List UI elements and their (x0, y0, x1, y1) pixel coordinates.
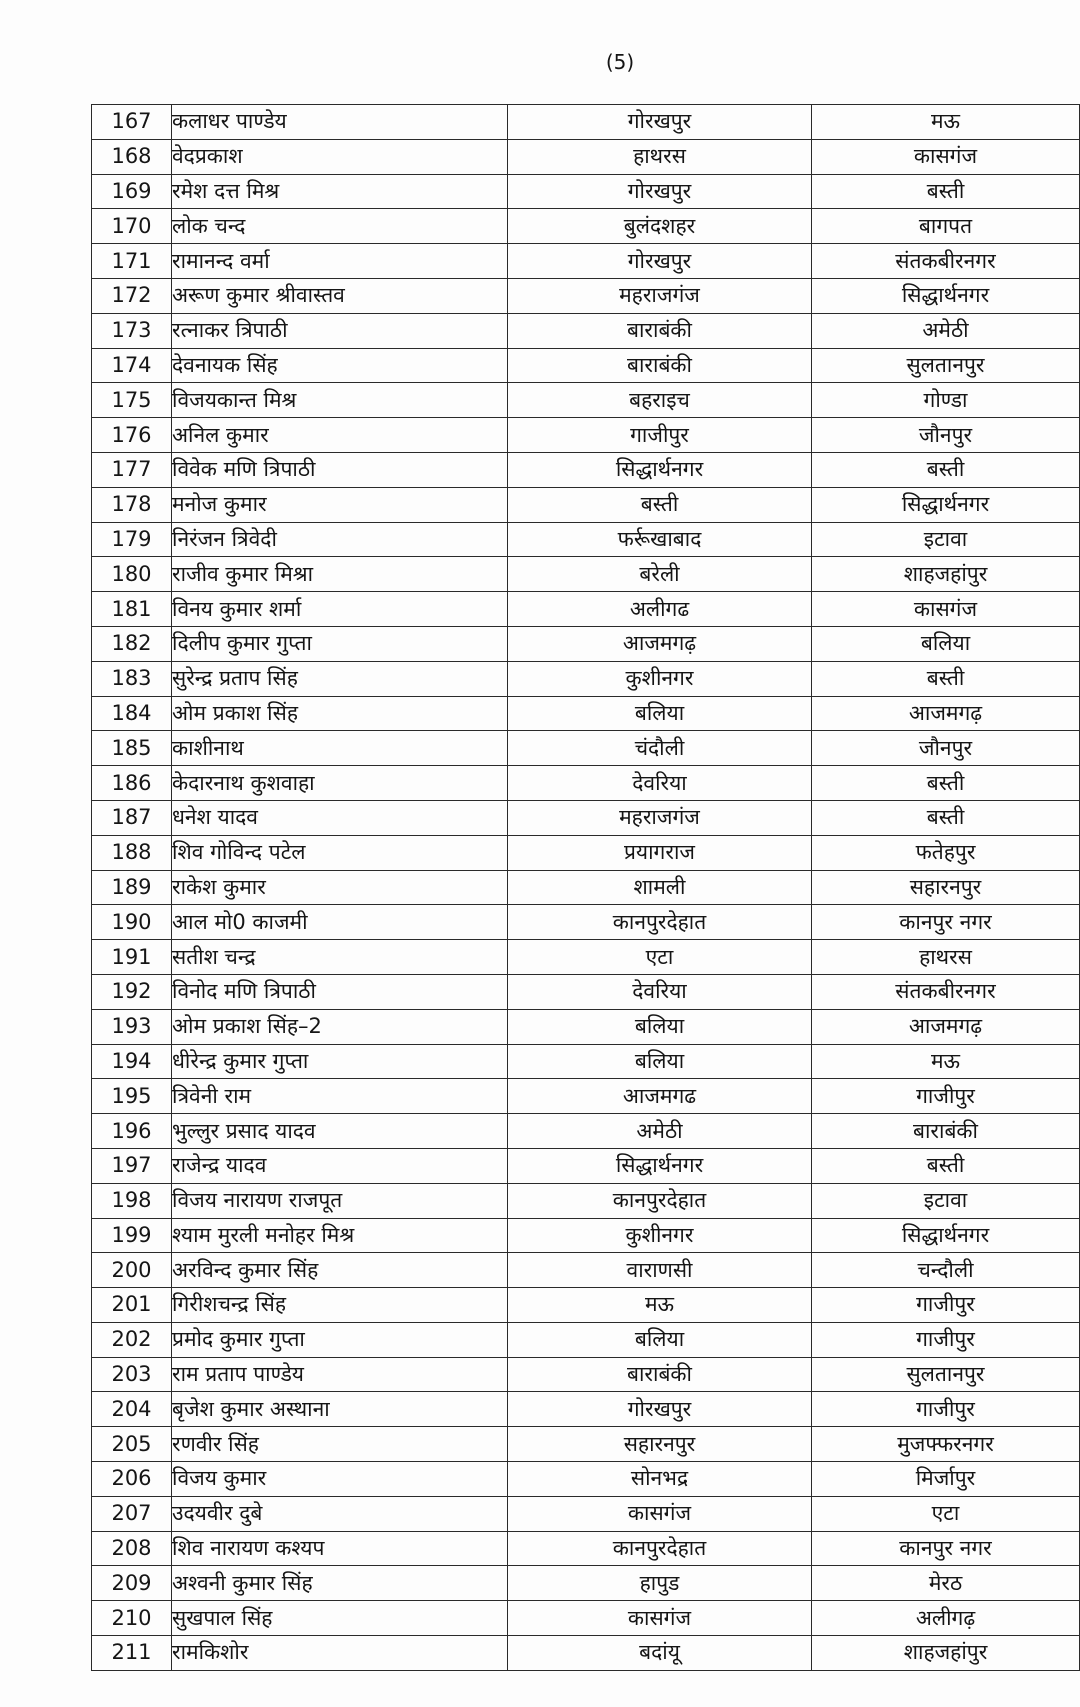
table-row (92, 1566, 1080, 1601)
from-district-cell: कानपुरदेहात (508, 905, 812, 940)
table-row (92, 1427, 1080, 1462)
officer-name-cell: सुरेन्द्र प्रताप सिंह (172, 661, 508, 696)
officer-name-cell: दिलीप कुमार गुप्ता (172, 626, 508, 661)
table-row (92, 1496, 1080, 1531)
to-district-cell: कानपुर नगर (812, 1531, 1080, 1566)
from-district-cell: बलिया (508, 1044, 812, 1079)
serial-number-cell: 203 (92, 1357, 172, 1392)
from-district-cell: आजमगढ़ (508, 626, 812, 661)
to-district-cell: बस्ती (812, 766, 1080, 801)
to-district-cell: गाजीपुर (812, 1288, 1080, 1323)
from-district-cell: गाजीपुर (508, 418, 812, 453)
to-district-cell: अलीगढ़ (812, 1601, 1080, 1636)
serial-number-cell: 189 (92, 870, 172, 905)
to-district-cell: आजमगढ़ (812, 1009, 1080, 1044)
to-district-cell: गाजीपुर (812, 1392, 1080, 1427)
officer-name-cell: भुल्लुर प्रसाद यादव (172, 1114, 508, 1149)
officer-name-cell: उदयवीर दुबे (172, 1496, 508, 1531)
from-district-cell: कुशीनगर (508, 661, 812, 696)
table-row (92, 1183, 1080, 1218)
table-row (92, 487, 1080, 522)
officer-name-cell: लोक चन्द (172, 209, 508, 244)
serial-number-cell: 198 (92, 1183, 172, 1218)
table-row (92, 522, 1080, 557)
from-district-cell: अमेठी (508, 1114, 812, 1149)
table-row (92, 557, 1080, 592)
from-district-cell: बाराबंकी (508, 313, 812, 348)
from-district-cell: बलिया (508, 696, 812, 731)
to-district-cell: बाराबंकी (812, 1114, 1080, 1149)
from-district-cell: सिद्धार्थनगर (508, 452, 812, 487)
to-district-cell: इटावा (812, 522, 1080, 557)
from-district-cell: देवरिया (508, 766, 812, 801)
serial-number-cell: 190 (92, 905, 172, 940)
from-district-cell: कासगंज (508, 1496, 812, 1531)
serial-number-cell: 175 (92, 383, 172, 418)
table-row (92, 244, 1080, 279)
from-district-cell: कानपुरदेहात (508, 1531, 812, 1566)
serial-number-cell: 204 (92, 1392, 172, 1427)
table-row (92, 766, 1080, 801)
to-district-cell: गाजीपुर (812, 1322, 1080, 1357)
to-district-cell: जौनपुर (812, 418, 1080, 453)
from-district-cell: कासगंज (508, 1601, 812, 1636)
page-number: (5) (605, 50, 635, 74)
from-district-cell: देवरिया (508, 974, 812, 1009)
serial-number-cell: 177 (92, 452, 172, 487)
officer-name-cell: अरूण कुमार श्रीवास्तव (172, 278, 508, 313)
serial-number-cell: 172 (92, 278, 172, 313)
table-row (92, 452, 1080, 487)
serial-number-cell: 186 (92, 766, 172, 801)
to-district-cell: मेरठ (812, 1566, 1080, 1601)
officer-name-cell: केदारनाथ कुशवाहा (172, 766, 508, 801)
serial-number-cell: 170 (92, 209, 172, 244)
to-district-cell: सिद्धार्थनगर (812, 1218, 1080, 1253)
officer-name-cell: विजय कुमार (172, 1462, 508, 1497)
officer-name-cell: ओम प्रकाश सिंह–2 (172, 1009, 508, 1044)
officer-name-cell: देवनायक सिंह (172, 348, 508, 383)
serial-number-cell: 179 (92, 522, 172, 557)
serial-number-cell: 205 (92, 1427, 172, 1462)
to-district-cell: कासगंज (812, 592, 1080, 627)
officer-name-cell: रणवीर सिंह (172, 1427, 508, 1462)
serial-number-cell: 183 (92, 661, 172, 696)
table-row (92, 800, 1080, 835)
from-district-cell: गोरखपुर (508, 174, 812, 209)
to-district-cell: सहारनपुर (812, 870, 1080, 905)
table-row (92, 1079, 1080, 1114)
officer-name-cell: धनेश यादव (172, 800, 508, 835)
table-row (92, 1531, 1080, 1566)
officer-name-cell: मनोज कुमार (172, 487, 508, 522)
from-district-cell: बलिया (508, 1322, 812, 1357)
to-district-cell: बलिया (812, 626, 1080, 661)
from-district-cell: मऊ (508, 1288, 812, 1323)
to-district-cell: अमेठी (812, 313, 1080, 348)
officer-name-cell: रामकिशोर (172, 1636, 508, 1671)
to-district-cell: बस्ती (812, 661, 1080, 696)
serial-number-cell: 184 (92, 696, 172, 731)
table-row (92, 661, 1080, 696)
to-district-cell: मिर्जापुर (812, 1462, 1080, 1497)
officer-name-cell: अरविन्द कुमार सिंह (172, 1253, 508, 1288)
table-row (92, 870, 1080, 905)
officer-name-cell: सुखपाल सिंह (172, 1601, 508, 1636)
serial-number-cell: 202 (92, 1322, 172, 1357)
table-row (92, 974, 1080, 1009)
serial-number-cell: 180 (92, 557, 172, 592)
table-row (92, 1218, 1080, 1253)
table-row (92, 731, 1080, 766)
to-district-cell: सुलतानपुर (812, 1357, 1080, 1392)
to-district-cell: बस्ती (812, 1148, 1080, 1183)
officer-name-cell: अनिल कुमार (172, 418, 508, 453)
serial-number-cell: 174 (92, 348, 172, 383)
serial-number-cell: 210 (92, 1601, 172, 1636)
table-row (92, 940, 1080, 975)
table-row (92, 1636, 1080, 1671)
from-district-cell: सहारनपुर (508, 1427, 812, 1462)
to-district-cell: हाथरस (812, 940, 1080, 975)
from-district-cell: बाराबंकी (508, 1357, 812, 1392)
to-district-cell: मऊ (812, 1044, 1080, 1079)
officer-name-cell: निरंजन त्रिवेदी (172, 522, 508, 557)
table-row (92, 1148, 1080, 1183)
from-district-cell: कुशीनगर (508, 1218, 812, 1253)
officer-name-cell: प्रमोद कुमार गुप्ता (172, 1322, 508, 1357)
to-district-cell: बस्ती (812, 452, 1080, 487)
table-row (92, 1114, 1080, 1149)
table-row (92, 348, 1080, 383)
from-district-cell: सोनभद्र (508, 1462, 812, 1497)
serial-number-cell: 194 (92, 1044, 172, 1079)
from-district-cell: आजमगढ (508, 1079, 812, 1114)
serial-number-cell: 188 (92, 835, 172, 870)
table-row (92, 313, 1080, 348)
table-row (92, 1357, 1080, 1392)
to-district-cell: बस्ती (812, 174, 1080, 209)
from-district-cell: बस्ती (508, 487, 812, 522)
serial-number-cell: 181 (92, 592, 172, 627)
officer-name-cell: रमेश दत्त मिश्र (172, 174, 508, 209)
to-district-cell: मुजफ्फरनगर (812, 1427, 1080, 1462)
table-row (92, 835, 1080, 870)
table-row (92, 105, 1080, 140)
to-district-cell: इटावा (812, 1183, 1080, 1218)
serial-number-cell: 169 (92, 174, 172, 209)
from-district-cell: हाथरस (508, 139, 812, 174)
serial-number-cell: 192 (92, 974, 172, 1009)
serial-number-cell: 167 (92, 105, 172, 140)
from-district-cell: चंदौली (508, 731, 812, 766)
officer-name-cell: धीरेन्द्र कुमार गुप्ता (172, 1044, 508, 1079)
to-district-cell: सिद्धार्थनगर (812, 278, 1080, 313)
to-district-cell: गाजीपुर (812, 1079, 1080, 1114)
from-district-cell: बदांयू (508, 1636, 812, 1671)
to-district-cell: जौनपुर (812, 731, 1080, 766)
serial-number-cell: 199 (92, 1218, 172, 1253)
serial-number-cell: 208 (92, 1531, 172, 1566)
from-district-cell: बरेली (508, 557, 812, 592)
officer-name-cell: राम प्रताप पाण्डेय (172, 1357, 508, 1392)
from-district-cell: प्रयागराज (508, 835, 812, 870)
table-row (92, 905, 1080, 940)
officer-name-cell: बृजेश कुमार अस्थाना (172, 1392, 508, 1427)
table-row (92, 209, 1080, 244)
to-district-cell: कानपुर नगर (812, 905, 1080, 940)
officer-name-cell: कलाधर पाण्डेय (172, 105, 508, 140)
table-row (92, 383, 1080, 418)
serial-number-cell: 193 (92, 1009, 172, 1044)
officer-name-cell: रामानन्द वर्मा (172, 244, 508, 279)
officer-name-cell: रत्नाकर त्रिपाठी (172, 313, 508, 348)
officer-name-cell: राजीव कुमार मिश्रा (172, 557, 508, 592)
serial-number-cell: 178 (92, 487, 172, 522)
serial-number-cell: 187 (92, 800, 172, 835)
serial-number-cell: 171 (92, 244, 172, 279)
serial-number-cell: 207 (92, 1496, 172, 1531)
serial-number-cell: 197 (92, 1148, 172, 1183)
from-district-cell: महराजगंज (508, 800, 812, 835)
table-row (92, 1253, 1080, 1288)
officer-name-cell: गिरीशचन्द्र सिंह (172, 1288, 508, 1323)
serial-number-cell: 191 (92, 940, 172, 975)
table-row (92, 696, 1080, 731)
table-row (92, 1044, 1080, 1079)
serial-number-cell: 201 (92, 1288, 172, 1323)
from-district-cell: अलीगढ (508, 592, 812, 627)
to-district-cell: बागपत (812, 209, 1080, 244)
from-district-cell: गोरखपुर (508, 1392, 812, 1427)
officer-name-cell: शिव नारायण कश्यप (172, 1531, 508, 1566)
officer-name-cell: त्रिवेनी राम (172, 1079, 508, 1114)
officer-name-cell: विजयकान्त मिश्र (172, 383, 508, 418)
to-district-cell: आजमगढ़ (812, 696, 1080, 731)
table-row (92, 139, 1080, 174)
table-row (92, 1462, 1080, 1497)
officer-name-cell: विनोद मणि त्रिपाठी (172, 974, 508, 1009)
officer-name-cell: आल मो0 काजमी (172, 905, 508, 940)
transfer-table-body (92, 105, 1080, 1671)
from-district-cell: बुलंदशहर (508, 209, 812, 244)
officer-name-cell: विनय कुमार शर्मा (172, 592, 508, 627)
from-district-cell: शामली (508, 870, 812, 905)
from-district-cell: बाराबंकी (508, 348, 812, 383)
from-district-cell: वाराणसी (508, 1253, 812, 1288)
officer-name-cell: ओम प्रकाश सिंह (172, 696, 508, 731)
to-district-cell: सुलतानपुर (812, 348, 1080, 383)
to-district-cell: सिद्धार्थनगर (812, 487, 1080, 522)
from-district-cell: बलिया (508, 1009, 812, 1044)
table-row (92, 418, 1080, 453)
table-row (92, 626, 1080, 661)
serial-number-cell: 206 (92, 1462, 172, 1497)
from-district-cell: गोरखपुर (508, 244, 812, 279)
serial-number-cell: 182 (92, 626, 172, 661)
from-district-cell: कानपुरदेहात (508, 1183, 812, 1218)
serial-number-cell: 211 (92, 1636, 172, 1671)
to-district-cell: कासगंज (812, 139, 1080, 174)
officer-name-cell: सतीश चन्द्र (172, 940, 508, 975)
table-row (92, 278, 1080, 313)
serial-number-cell: 176 (92, 418, 172, 453)
to-district-cell: संतकबीरनगर (812, 974, 1080, 1009)
to-district-cell: शाहजहांपुर (812, 1636, 1080, 1671)
serial-number-cell: 173 (92, 313, 172, 348)
to-district-cell: बस्ती (812, 800, 1080, 835)
table-row (92, 1392, 1080, 1427)
to-district-cell: शाहजहांपुर (812, 557, 1080, 592)
transfer-table (91, 104, 1080, 1671)
serial-number-cell: 200 (92, 1253, 172, 1288)
to-district-cell: संतकबीरनगर (812, 244, 1080, 279)
table-row (92, 1601, 1080, 1636)
serial-number-cell: 168 (92, 139, 172, 174)
officer-name-cell: अश्वनी कुमार सिंह (172, 1566, 508, 1601)
officer-name-cell: काशीनाथ (172, 731, 508, 766)
officer-name-cell: राजेन्द्र यादव (172, 1148, 508, 1183)
serial-number-cell: 185 (92, 731, 172, 766)
to-district-cell: गोण्डा (812, 383, 1080, 418)
officer-name-cell: विवेक मणि त्रिपाठी (172, 452, 508, 487)
officer-name-cell: शिव गोविन्द पटेल (172, 835, 508, 870)
serial-number-cell: 196 (92, 1114, 172, 1149)
to-district-cell: एटा (812, 1496, 1080, 1531)
table-row (92, 174, 1080, 209)
from-district-cell: महराजगंज (508, 278, 812, 313)
table-row (92, 1288, 1080, 1323)
from-district-cell: फर्रूखाबाद (508, 522, 812, 557)
table-row (92, 592, 1080, 627)
from-district-cell: हापुड (508, 1566, 812, 1601)
to-district-cell: मऊ (812, 105, 1080, 140)
to-district-cell: चन्दौली (812, 1253, 1080, 1288)
officer-name-cell: विजय नारायण राजपूत (172, 1183, 508, 1218)
serial-number-cell: 209 (92, 1566, 172, 1601)
serial-number-cell: 195 (92, 1079, 172, 1114)
officer-name-cell: राकेश कुमार (172, 870, 508, 905)
from-district-cell: बहराइच (508, 383, 812, 418)
to-district-cell: फतेहपुर (812, 835, 1080, 870)
table-row (92, 1009, 1080, 1044)
table-row (92, 1322, 1080, 1357)
officer-name-cell: श्याम मुरली मनोहर मिश्र (172, 1218, 508, 1253)
from-district-cell: गोरखपुर (508, 105, 812, 140)
from-district-cell: सिद्धार्थनगर (508, 1148, 812, 1183)
from-district-cell: एटा (508, 940, 812, 975)
officer-name-cell: वेदप्रकाश (172, 139, 508, 174)
